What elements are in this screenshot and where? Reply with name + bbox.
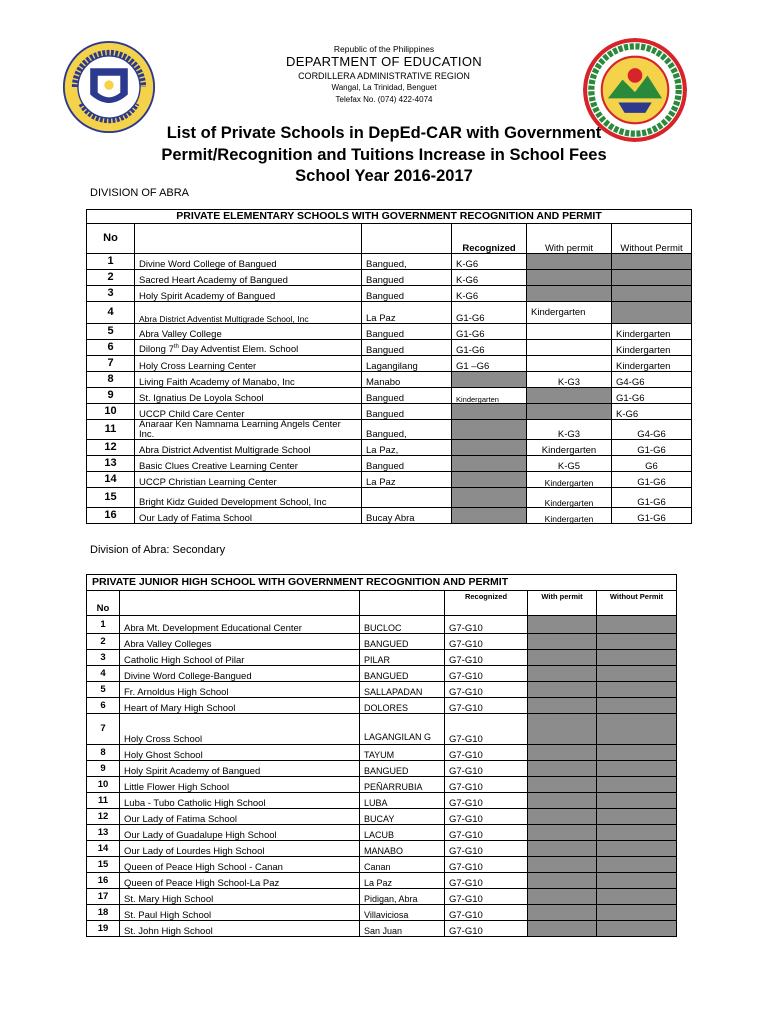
recognized-cell: G1-G6	[452, 324, 527, 340]
school-location: Pidigan, Abra	[360, 889, 445, 905]
school-location: LAGANGILAN G	[360, 714, 445, 745]
recognized-cell	[452, 404, 527, 420]
with-permit-cell	[527, 254, 612, 270]
school-name: Our Lady of Guadalupe High School	[120, 825, 360, 841]
col-header-without-permit: Without Permit	[612, 224, 692, 254]
row-number: 1	[87, 254, 135, 270]
row-number: 7	[87, 356, 135, 372]
without-permit-cell	[612, 286, 692, 302]
jhs-col-header-with-permit: With permit	[528, 591, 597, 616]
with-permit-cell	[528, 745, 597, 761]
address: Wangal, La Trinidad, Benguet	[331, 83, 437, 92]
without-permit-cell	[597, 650, 677, 666]
with-permit-cell: K-G3	[527, 372, 612, 388]
jhs-row	[87, 825, 677, 841]
recognized-cell: G7-G10	[445, 650, 528, 666]
jhs-row	[87, 616, 677, 634]
elementary-row	[87, 356, 692, 372]
division-abra-label: DIVISION OF ABRA	[90, 187, 190, 199]
school-name: St. Mary High School	[120, 889, 360, 905]
school-name: Divine Word College-Bangued	[120, 666, 360, 682]
jhs-col-header-no: No	[87, 591, 120, 616]
school-name: Abra District Adventist Multigrade School	[135, 440, 362, 456]
with-permit-cell	[528, 666, 597, 682]
with-permit-cell	[528, 841, 597, 857]
page-title-line1: List of Private Schools in DepEd-CAR with Government	[166, 124, 602, 142]
with-permit-cell	[528, 698, 597, 714]
recognized-cell: Kindergarten	[452, 388, 527, 404]
with-permit-cell	[528, 714, 597, 745]
school-name: Abra Valley College	[135, 324, 362, 340]
school-name: Little Flower High School	[120, 777, 360, 793]
row-number: 3	[87, 286, 135, 302]
without-permit-cell	[597, 857, 677, 873]
school-location: Bangued	[362, 286, 452, 302]
row-number: 8	[87, 745, 120, 761]
school-name-part: Day Adventist Elem. School	[178, 344, 299, 356]
recognized-cell	[452, 508, 527, 524]
recognized-cell	[452, 420, 527, 440]
recognized-cell: G7-G10	[445, 841, 528, 857]
school-location: San Juan	[360, 921, 445, 937]
row-number: 15	[87, 488, 135, 508]
with-permit-cell: Kindergarten	[527, 472, 612, 488]
recognized-cell	[452, 440, 527, 456]
with-permit-cell	[527, 286, 612, 302]
without-permit-cell	[597, 825, 677, 841]
row-number: 10	[87, 777, 120, 793]
recognized-cell: G7-G10	[445, 825, 528, 841]
recognized-cell: G7-G10	[445, 666, 528, 682]
school-name-part: Dilong 7	[139, 344, 174, 356]
elementary-row	[87, 340, 692, 356]
without-permit-cell	[597, 682, 677, 698]
col-header-with-permit: With permit	[527, 224, 612, 254]
recognized-cell: G7-G10	[445, 714, 528, 745]
row-number: 12	[87, 809, 120, 825]
with-permit-cell: Kindergarten	[527, 302, 612, 324]
jhs-row	[87, 809, 677, 825]
school-location: Bangued,	[362, 254, 452, 270]
without-permit-cell: Kindergarten	[612, 356, 692, 372]
school-location: La Paz	[362, 472, 452, 488]
school-location: Lagangilang	[362, 356, 452, 372]
school-location: Bangued	[362, 340, 452, 356]
elementary-row	[87, 508, 692, 524]
without-permit-cell: G1-G6	[612, 488, 692, 508]
school-name: Our Lady of Fatima School	[135, 508, 362, 524]
elementary-row	[87, 388, 692, 404]
elementary-row	[87, 456, 692, 472]
republic-label: Republic of the Philippines	[333, 44, 435, 54]
school-name: Heart of Mary High School	[120, 698, 360, 714]
jhs-row	[87, 777, 677, 793]
row-number: 5	[87, 324, 135, 340]
elementary-row	[87, 254, 692, 270]
school-location: Bangued	[362, 404, 452, 420]
telefax: Telefax No. (074) 422-4074	[335, 95, 433, 104]
school-name: Bright Kidz Guided Development School, Inc	[135, 488, 362, 508]
row-number: 11	[87, 793, 120, 809]
school-location: Bangued,	[362, 420, 452, 440]
without-permit-cell	[597, 745, 677, 761]
jhs-row	[87, 841, 677, 857]
without-permit-cell: Kindergarten	[612, 324, 692, 340]
page-title-line2: Permit/Recognition and Tuitions Increase in School Fees	[161, 146, 607, 164]
school-location: BUCLOC	[360, 616, 445, 634]
row-number: 18	[87, 905, 120, 921]
without-permit-cell	[597, 634, 677, 650]
page-title-line3: School Year 2016-2017	[295, 167, 473, 185]
school-name	[135, 340, 362, 356]
recognized-cell: G1 –G6	[452, 356, 527, 372]
recognized-cell: G7-G10	[445, 809, 528, 825]
school-name: Anaraar Ken Namnama Learning Angels Center Inc.	[135, 420, 362, 440]
jhs-table-caption: PRIVATE JUNIOR HIGH SCHOOL WITH GOVERNMENT RECOGNITION AND PERMIT	[87, 575, 677, 591]
with-permit-cell	[527, 270, 612, 286]
school-name: Queen of Peace High School-La Paz	[120, 873, 360, 889]
row-number: 16	[87, 873, 120, 889]
jhs-row	[87, 921, 677, 937]
school-location	[362, 488, 452, 508]
without-permit-cell	[597, 714, 677, 745]
school-name: St. John High School	[120, 921, 360, 937]
recognized-cell: K-G6	[452, 254, 527, 270]
school-name: Holy Cross School	[120, 714, 360, 745]
recognized-cell: G7-G10	[445, 761, 528, 777]
recognized-cell: G7-G10	[445, 682, 528, 698]
elementary-row	[87, 440, 692, 456]
row-number: 14	[87, 472, 135, 488]
jhs-row	[87, 745, 677, 761]
row-number: 16	[87, 508, 135, 524]
school-name: Holy Spirit Academy of Bangued	[120, 761, 360, 777]
row-number: 9	[87, 388, 135, 404]
school-name: Our Lady of Lourdes High School	[120, 841, 360, 857]
without-permit-cell	[612, 254, 692, 270]
without-permit-cell	[597, 698, 677, 714]
recognized-cell: G7-G10	[445, 889, 528, 905]
jhs-col-header-without-permit: Without Permit	[597, 591, 677, 616]
recognized-cell: G7-G10	[445, 698, 528, 714]
school-name: UCCP Child Care Center	[135, 404, 362, 420]
without-permit-cell	[612, 270, 692, 286]
recognized-cell	[452, 372, 527, 388]
with-permit-cell	[528, 825, 597, 841]
with-permit-cell	[528, 905, 597, 921]
school-name: St. Ignatius De Loyola School	[135, 388, 362, 404]
recognized-cell: G7-G10	[445, 857, 528, 873]
recognized-cell	[452, 488, 527, 508]
recognized-cell: G7-G10	[445, 634, 528, 650]
school-name: Luba - Tubo Catholic High School	[120, 793, 360, 809]
school-location: LACUB	[360, 825, 445, 841]
without-permit-cell: G6	[612, 456, 692, 472]
school-location: LUBA	[360, 793, 445, 809]
school-location: PILAR	[360, 650, 445, 666]
with-permit-cell	[528, 793, 597, 809]
with-permit-cell: K-G5	[527, 456, 612, 472]
jhs-row	[87, 698, 677, 714]
elementary-row	[87, 372, 692, 388]
row-number: 14	[87, 841, 120, 857]
elementary-row	[87, 472, 692, 488]
school-location: Bangued	[362, 324, 452, 340]
school-location: Bangued	[362, 270, 452, 286]
row-number: 6	[87, 698, 120, 714]
school-name: Divine Word College of Bangued	[135, 254, 362, 270]
row-number: 9	[87, 761, 120, 777]
without-permit-cell	[597, 841, 677, 857]
recognized-cell: G7-G10	[445, 873, 528, 889]
jhs-col-header-recognized: Recognized	[445, 591, 528, 616]
school-name: Abra Mt. Development Educational Center	[120, 616, 360, 634]
without-permit-cell	[597, 889, 677, 905]
jhs-row	[87, 714, 677, 745]
school-location: DOLORES	[360, 698, 445, 714]
school-name: Our Lady of Fatima School	[120, 809, 360, 825]
with-permit-cell	[528, 761, 597, 777]
school-location: SALLAPADAN	[360, 682, 445, 698]
with-permit-cell	[527, 356, 612, 372]
row-number: 5	[87, 682, 120, 698]
jhs-row	[87, 905, 677, 921]
school-name: Catholic High School of Pilar	[120, 650, 360, 666]
school-location: Bucay Abra	[362, 508, 452, 524]
without-permit-cell: G1-G6	[612, 508, 692, 524]
without-permit-cell	[597, 666, 677, 682]
with-permit-cell	[528, 809, 597, 825]
elementary-row	[87, 404, 692, 420]
recognized-cell: G7-G10	[445, 793, 528, 809]
jhs-row	[87, 889, 677, 905]
school-name: Sacred Heart Academy of Bangued	[135, 270, 362, 286]
row-number: 2	[87, 270, 135, 286]
row-number: 12	[87, 440, 135, 456]
without-permit-cell: G4-G6	[612, 372, 692, 388]
recognized-cell: K-G6	[452, 270, 527, 286]
school-location: La Paz	[362, 302, 452, 324]
with-permit-cell	[528, 634, 597, 650]
recognized-cell: G1-G6	[452, 340, 527, 356]
elementary-schools-table	[86, 209, 692, 524]
with-permit-cell: Kindergarten	[527, 440, 612, 456]
recognized-cell: G7-G10	[445, 921, 528, 937]
elementary-table-caption: PRIVATE ELEMENTARY SCHOOLS WITH GOVERNMENT RECOGNITION AND PERMIT	[87, 210, 692, 224]
recognized-cell: G7-G10	[445, 616, 528, 634]
jhs-row	[87, 650, 677, 666]
col-header-no: No	[87, 224, 135, 254]
row-number: 17	[87, 889, 120, 905]
school-name: Queen of Peace High School - Canan	[120, 857, 360, 873]
row-number: 11	[87, 420, 135, 440]
recognized-cell	[452, 472, 527, 488]
recognized-cell: G7-G10	[445, 777, 528, 793]
school-name: Abra Valley Colleges	[120, 634, 360, 650]
with-permit-cell	[527, 388, 612, 404]
region-name: CORDILLERA ADMINISTRATIVE REGION	[298, 71, 470, 81]
school-location: Bangued	[362, 388, 452, 404]
school-location: Manabo	[362, 372, 452, 388]
school-location: La Paz,	[362, 440, 452, 456]
row-number: 4	[87, 302, 135, 324]
department-name: DEPARTMENT OF EDUCATION	[286, 54, 482, 69]
without-permit-cell: G1-G6	[612, 472, 692, 488]
school-location: TAYUM	[360, 745, 445, 761]
school-name-superscript: th	[173, 344, 179, 351]
school-location: La Paz	[360, 873, 445, 889]
elementary-row	[87, 324, 692, 340]
with-permit-cell	[528, 650, 597, 666]
row-number: 19	[87, 921, 120, 937]
without-permit-cell: G4-G6	[612, 420, 692, 440]
school-location: MANABO	[360, 841, 445, 857]
without-permit-cell	[597, 873, 677, 889]
division-secondary-label: Division of Abra: Secondary	[90, 544, 226, 556]
with-permit-cell: Kindergarten	[527, 488, 612, 508]
jhs-row	[87, 857, 677, 873]
jhs-row	[87, 793, 677, 809]
without-permit-cell: G1-G6	[612, 388, 692, 404]
school-name: UCCP Christian Learning Center	[135, 472, 362, 488]
without-permit-cell	[597, 777, 677, 793]
without-permit-cell	[612, 302, 692, 324]
with-permit-cell	[528, 889, 597, 905]
with-permit-cell	[528, 873, 597, 889]
school-name: Holy Spirit Academy of Bangued	[135, 286, 362, 302]
without-permit-cell: G1-G6	[612, 440, 692, 456]
without-permit-cell	[597, 905, 677, 921]
row-number: 7	[87, 714, 120, 745]
school-name: Basic Clues Creative Learning Center	[135, 456, 362, 472]
school-name: Living Faith Academy of Manabo, Inc	[135, 372, 362, 388]
junior-high-schools-table	[86, 574, 677, 937]
row-number: 4	[87, 666, 120, 682]
jhs-row	[87, 634, 677, 650]
recognized-cell: G1-G6	[452, 302, 527, 324]
with-permit-cell	[528, 857, 597, 873]
with-permit-cell	[528, 777, 597, 793]
without-permit-cell: Kindergarten	[612, 340, 692, 356]
recognized-cell	[452, 456, 527, 472]
school-location: BANGUED	[360, 761, 445, 777]
school-location: BANGUED	[360, 666, 445, 682]
with-permit-cell: K-G3	[527, 420, 612, 440]
jhs-row	[87, 873, 677, 889]
school-name: Holy Ghost School	[120, 745, 360, 761]
elementary-row	[87, 286, 692, 302]
school-location: Bangued	[362, 456, 452, 472]
recognized-cell: G7-G10	[445, 905, 528, 921]
school-name: St. Paul High School	[120, 905, 360, 921]
with-permit-cell	[528, 921, 597, 937]
with-permit-cell	[528, 682, 597, 698]
row-number: 13	[87, 825, 120, 841]
school-location: BUCAY	[360, 809, 445, 825]
row-number: 6	[87, 340, 135, 356]
without-permit-cell	[597, 761, 677, 777]
school-location: Villaviciosa	[360, 905, 445, 921]
school-name: Holy Cross Learning Center	[135, 356, 362, 372]
elementary-row	[87, 270, 692, 286]
without-permit-cell	[597, 616, 677, 634]
row-number: 8	[87, 372, 135, 388]
school-location: BANGUED	[360, 634, 445, 650]
with-permit-cell	[527, 340, 612, 356]
recognized-cell: G7-G10	[445, 745, 528, 761]
without-permit-cell	[597, 793, 677, 809]
elementary-row	[87, 488, 692, 508]
jhs-row	[87, 682, 677, 698]
row-number: 2	[87, 634, 120, 650]
school-location: Canan	[360, 857, 445, 873]
row-number: 3	[87, 650, 120, 666]
without-permit-cell	[597, 809, 677, 825]
elementary-row	[87, 302, 692, 324]
row-number: 1	[87, 616, 120, 634]
school-location: PEÑARRUBIA	[360, 777, 445, 793]
elementary-row	[87, 420, 692, 440]
col-header-recognized: Recognized	[452, 224, 527, 254]
with-permit-cell	[528, 616, 597, 634]
recognized-cell: K-G6	[452, 286, 527, 302]
row-number: 15	[87, 857, 120, 873]
with-permit-cell	[527, 324, 612, 340]
school-name: Abra District Adventist Multigrade School, Inc	[135, 302, 362, 324]
without-permit-cell: K-G6	[612, 404, 692, 420]
row-number: 10	[87, 404, 135, 420]
without-permit-cell	[597, 921, 677, 937]
row-number: 13	[87, 456, 135, 472]
school-name: Fr. Arnoldus High School	[120, 682, 360, 698]
with-permit-cell: Kindergarten	[527, 508, 612, 524]
jhs-row	[87, 761, 677, 777]
jhs-row	[87, 666, 677, 682]
with-permit-cell	[527, 404, 612, 420]
